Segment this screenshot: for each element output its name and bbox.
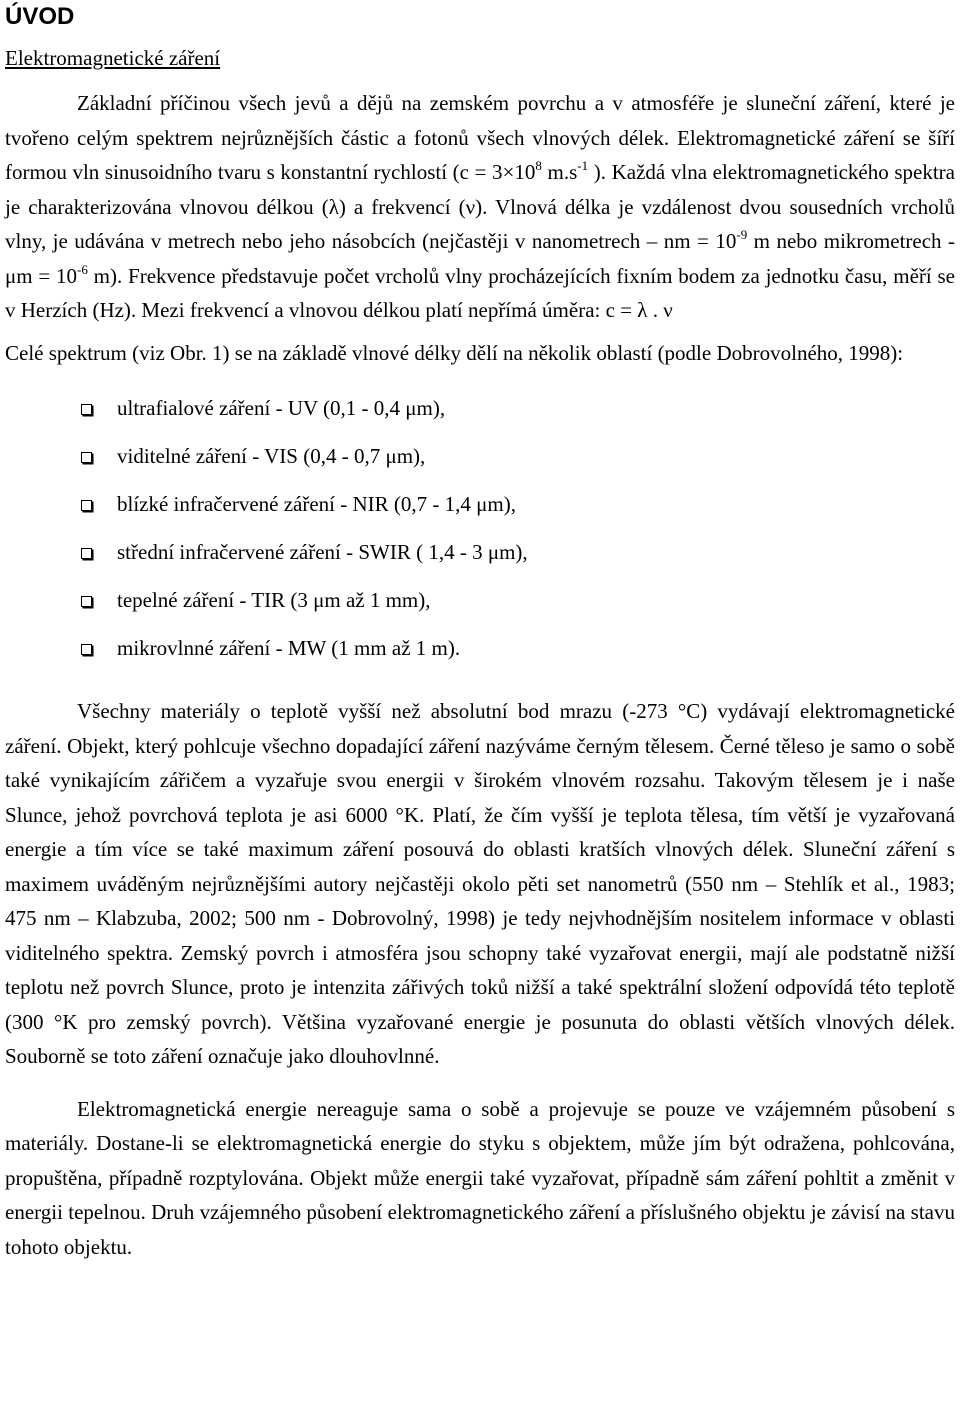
- list-item: [81, 440, 955, 488]
- paragraph-intro-text: Základní příčinou všech jevů a dějů na zemském povrchu a v atmosféře je sluneční záření, které je tvořeno celým spektrem nejrůznějších částic a fotonů všech vlnových délek. Elektromagnetické záření se šíří formou vln sinusoidního tvaru s konstantní rychlostí: [5, 91, 955, 184]
- section-heading: ÚVOD: [5, 3, 75, 30]
- section-subtitle: Elektromagnetické záření: [5, 46, 221, 70]
- checkbox-bullet-icon: [81, 596, 92, 607]
- speed-exponent: 8: [535, 158, 542, 173]
- checkbox-bullet-icon: [81, 644, 92, 655]
- speed-formula-a: (c = 3×10: [452, 160, 536, 184]
- checkbox-bullet-icon: [81, 452, 92, 463]
- paragraph-intro: [5, 86, 955, 328]
- list-item-text: tepelné záření - TIR (3 μm až 1 mm),: [117, 588, 431, 612]
- list-item: [81, 584, 955, 632]
- list-item-text: viditelné záření - VIS (0,4 - 0,7 μm),: [117, 444, 426, 468]
- paragraph-spectrum: Celé spektrum (viz Obr. 1) se na základě vlnové délky dělí na několik oblastí (podle Dobrovolného, 1998):: [5, 340, 904, 365]
- um-exponent: -6: [77, 261, 88, 277]
- paragraph-blackbody: Všechny materiály o teplotě vyšší než absolutní bod mrazu (-273 °C) vydávají elektromagnetické záření. Objekt, který pohlcuje všechno dopadající záření nazýváme černým tělesem. Černé těleso je samo o sobě také vynikajícím zářičem a vyzařuje svou energii v širokém vlnovém rozsahu. Takovým tělesem je i naše Slunce, jehož povrchová teplota je asi 6000 °K. Platí, že čím vyšší je teplota tělesa, tím větší je vyzařovaná energie a tím více se také maximum záření posouvá do oblasti kratších vlnových délek. Sluneční záření s maximem uváděným nejrůznějšími autory nejčastěji okolo pěti set nanometrů (550 nm – Stehlík et al., 1983; 475 nm – Klabzuba, 2002; 500 nm - Dobrovolný, 1998) je tedy nejvhodnějším nositelem informace v oblasti viditelného spektra. Zemský povrch i atmosféra jsou schopny také vyzařovat energii, mají ale podstatně nižší teplotu než povrch Slunce, proto je intenzita zářivých toků nižší a také spektrální složení odpovídá této teplotě (300 °K pro zemský povrch). Většina vyzařované energie je posunuta do oblasti větších vlnových délek. Souborně se toto záření označuje jako dlouhovlnné.: [5, 699, 955, 1068]
- list-item: [81, 536, 955, 584]
- nm-exponent: -9: [736, 227, 748, 242]
- spectrum-list: [5, 392, 955, 680]
- checkbox-bullet-icon: [81, 548, 92, 559]
- paragraph-intro-cont: ). Každá vlna elektromagnetického spektra je charakterizována vlnovou délkou (λ) a frekvencí (ν). Vlnová délka je vzdálenost dvou sousedních vrcholů vlny, je udávána v metrech nebo jeho násobcích (nejčastěji v nanometrech – nm = 10: [5, 160, 955, 253]
- checkbox-bullet-icon: [81, 500, 92, 511]
- speed-formula-b: m.s: [541, 160, 578, 184]
- list-item-text: ultrafialové záření - UV (0,1 - 0,4 μm),: [117, 396, 446, 420]
- speed-exponent-2: -1: [577, 158, 589, 173]
- list-item: [81, 632, 955, 680]
- document-page: [5, 0, 955, 1264]
- paragraph-intro-cont3: m). Frekvence představuje počet vrcholů vlny procházejících fixním bodem za jednotku času, měří se v Herzích (Hz). Mezi frekvencí a vlnovou délkou platí nepřímá úměra: c = λ . ν: [5, 263, 955, 322]
- list-item-text: blízké infračervené záření - NIR (0,7 - 1,4 μm),: [117, 492, 516, 516]
- list-item-text: střední infračervené záření - SWIR ( 1,4 - 3 μm),: [117, 540, 528, 564]
- checkbox-bullet-icon: [81, 404, 92, 415]
- list-item-text: mikrovlnné záření - MW (1 mm až 1 m).: [117, 636, 461, 660]
- list-item: [81, 392, 955, 440]
- paragraph-intro-cont2: m nebo mikrometrech - μm = 10: [5, 229, 956, 288]
- paragraph-interaction: Elektromagnetická energie nereaguje sama o sobě a projevuje se pouze ve vzájemném působení s materiály. Dostane-li se elektromagnetická energie do styku s objektem, může jím být odražena, pohlcována, propuštěna, případně rozptylována. Objekt může energii také vyzařovat, případně sám záření pohltit a změnit v energii tepelnou. Druh vzájemného působení elektromagnetického záření a příslušného objektu je závisí na stavu tohoto objektu.: [5, 1096, 955, 1259]
- list-item: [81, 488, 955, 536]
